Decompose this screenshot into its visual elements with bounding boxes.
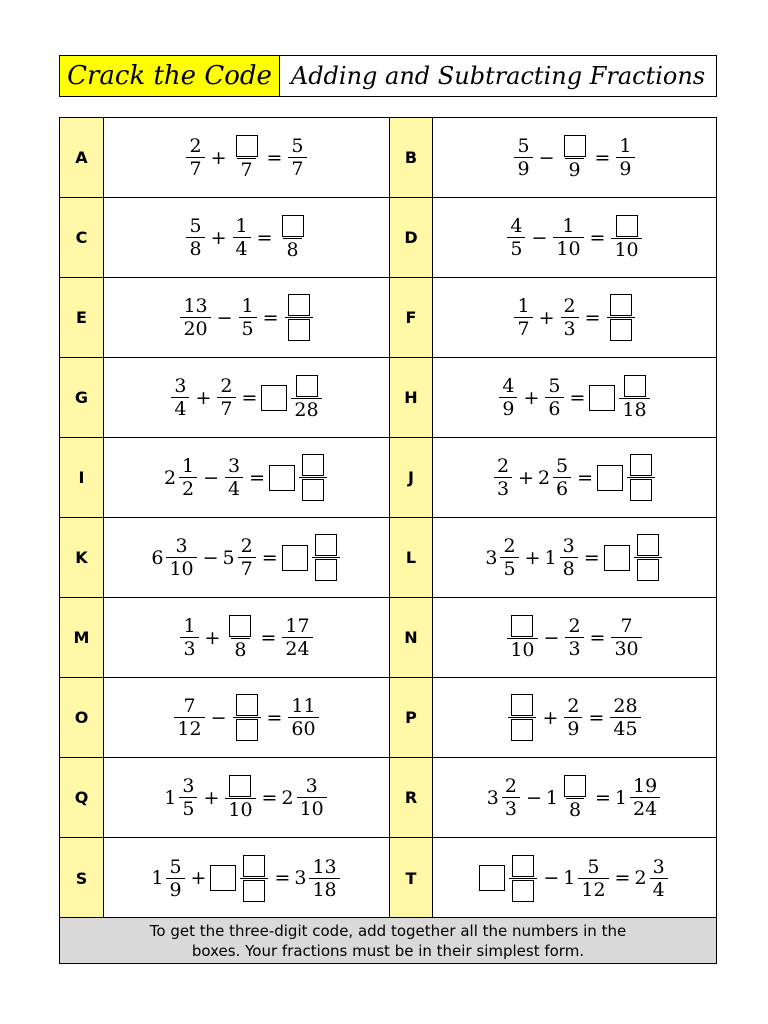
problem-label: P (390, 678, 433, 757)
table-row (60, 518, 716, 598)
answer-box[interactable] (511, 719, 533, 741)
problem-j: $\frac{2}{3}$ + 2 $\frac{5}{6}$ = (433, 438, 716, 517)
problem-p: + $\frac{2}{9}$ = $\frac{28}{45}$ (433, 678, 716, 757)
answer-box[interactable] (512, 880, 534, 902)
answer-box[interactable] (511, 615, 533, 637)
answer-box[interactable] (236, 135, 258, 157)
instructions-line-1: To get the three-digit code, add together all the numbers in the (149, 921, 627, 940)
problem-label: H (390, 358, 433, 437)
table-row (60, 278, 716, 358)
answer-box[interactable] (288, 319, 310, 341)
problem-label: T (390, 838, 433, 918)
table-row (60, 678, 716, 758)
problem-label: J (390, 438, 433, 517)
table-row (60, 118, 716, 198)
table-row (60, 198, 716, 278)
problem-label: O (60, 678, 104, 757)
answer-box[interactable] (229, 615, 251, 637)
answer-box[interactable] (315, 559, 337, 581)
problem-k: 6 $\frac{3}{10}$ − 5 $\frac{2}{7}$ = (104, 518, 390, 597)
problem-f: $\frac{1}{7}$ + $\frac{2}{3}$ = (433, 278, 716, 357)
problem-e: $\frac{13}{20}$ − $\frac{1}{5}$ = (104, 278, 390, 357)
answer-box[interactable] (630, 454, 652, 476)
table-row (60, 598, 716, 678)
problem-label: E (60, 278, 104, 357)
answer-box[interactable] (302, 479, 324, 501)
problem-label: A (60, 118, 104, 197)
answer-box[interactable] (616, 215, 638, 237)
table-row (60, 358, 716, 438)
problem-label: D (390, 198, 433, 277)
problem-c: $\frac{5}{8}$ + $\frac{1}{4}$ = 8 (104, 198, 390, 277)
answer-box[interactable] (288, 294, 310, 316)
problem-label: S (60, 838, 104, 918)
problem-label: K (60, 518, 104, 597)
problem-label: M (60, 598, 104, 677)
problem-o: $\frac{7}{12}$ − = $\frac{11}{60}$ (104, 678, 390, 757)
answer-box[interactable] (512, 855, 534, 877)
answer-box[interactable] (296, 375, 318, 397)
problem-n: 10 − $\frac{2}{3}$ = $\frac{7}{30}$ (433, 598, 716, 677)
problem-label: B (390, 118, 433, 197)
table-row (60, 758, 716, 838)
problem-t: − 1 $\frac{5}{12}$ = 2 $\frac{3}{4}$ (433, 838, 716, 918)
table-row (60, 438, 716, 518)
problem-i: 2 $\frac{1}{2}$ − $\frac{3}{4}$ = (104, 438, 390, 517)
answer-box[interactable] (610, 319, 632, 341)
problem-r: 3 $\frac{2}{3}$ − 1 8 = 1 $\frac{19}{24}$ (433, 758, 716, 837)
header (59, 55, 717, 97)
answer-box[interactable] (243, 880, 265, 902)
problem-m: $\frac{1}{3}$ + 8 = $\frac{17}{24}$ (104, 598, 390, 677)
whole-number-box[interactable] (604, 545, 630, 571)
answer-box[interactable] (229, 775, 251, 797)
whole-number-box[interactable] (597, 465, 623, 491)
header-title: Crack the Code (60, 56, 280, 96)
answer-box[interactable] (610, 294, 632, 316)
problem-label: I (60, 438, 104, 517)
answer-box[interactable] (630, 479, 652, 501)
problem-grid (59, 117, 717, 919)
problem-label: L (390, 518, 433, 597)
problem-d: $\frac{4}{5}$ − $\frac{1}{10}$ = 10 (433, 198, 716, 277)
answer-box[interactable] (564, 775, 586, 797)
instructions-line-2: boxes. Your fractions must be in their simplest form. (191, 941, 585, 960)
answer-box[interactable] (282, 215, 304, 237)
problem-a: $\frac{2}{7}$ + 7 = $\frac{5}{7}$ (104, 118, 390, 197)
answer-box[interactable] (302, 454, 324, 476)
whole-number-box[interactable] (479, 865, 505, 891)
problem-s: 1 $\frac{5}{9}$ + = 3 $\frac{13}{18}$ (104, 838, 390, 918)
answer-box[interactable] (637, 534, 659, 556)
problem-g: $\frac{3}{4}$ + $\frac{2}{7}$ = 28 (104, 358, 390, 437)
problem-label: C (60, 198, 104, 277)
problem-h: $\frac{4}{9}$ + $\frac{5}{6}$ = 18 (433, 358, 716, 437)
table-row (60, 838, 716, 918)
answer-box[interactable] (564, 135, 586, 157)
answer-box[interactable] (624, 375, 646, 397)
problem-label: R (390, 758, 433, 837)
problem-b: $\frac{5}{9}$ − 9 = $\frac{1}{9}$ (433, 118, 716, 197)
problem-label: F (390, 278, 433, 357)
problem-l: 3 $\frac{2}{5}$ + 1 $\frac{3}{8}$ = (433, 518, 716, 597)
whole-number-box[interactable] (269, 465, 295, 491)
answer-box[interactable] (315, 534, 337, 556)
problem-label: G (60, 358, 104, 437)
whole-number-box[interactable] (261, 385, 287, 411)
problem-q: 1 $\frac{3}{5}$ + 10 = 2 $\frac{3}{10}$ (104, 758, 390, 837)
answer-box[interactable] (637, 559, 659, 581)
problem-label: N (390, 598, 433, 677)
whole-number-box[interactable] (282, 545, 308, 571)
whole-number-box[interactable] (589, 385, 615, 411)
answer-box[interactable] (243, 855, 265, 877)
whole-number-box[interactable] (210, 865, 236, 891)
header-subtitle: Adding and Subtracting Fractions (290, 62, 706, 90)
answer-box[interactable] (236, 719, 258, 741)
answer-box[interactable] (236, 694, 258, 716)
answer-box[interactable] (511, 694, 533, 716)
instructions-footer (59, 917, 717, 964)
problem-label: Q (60, 758, 104, 837)
